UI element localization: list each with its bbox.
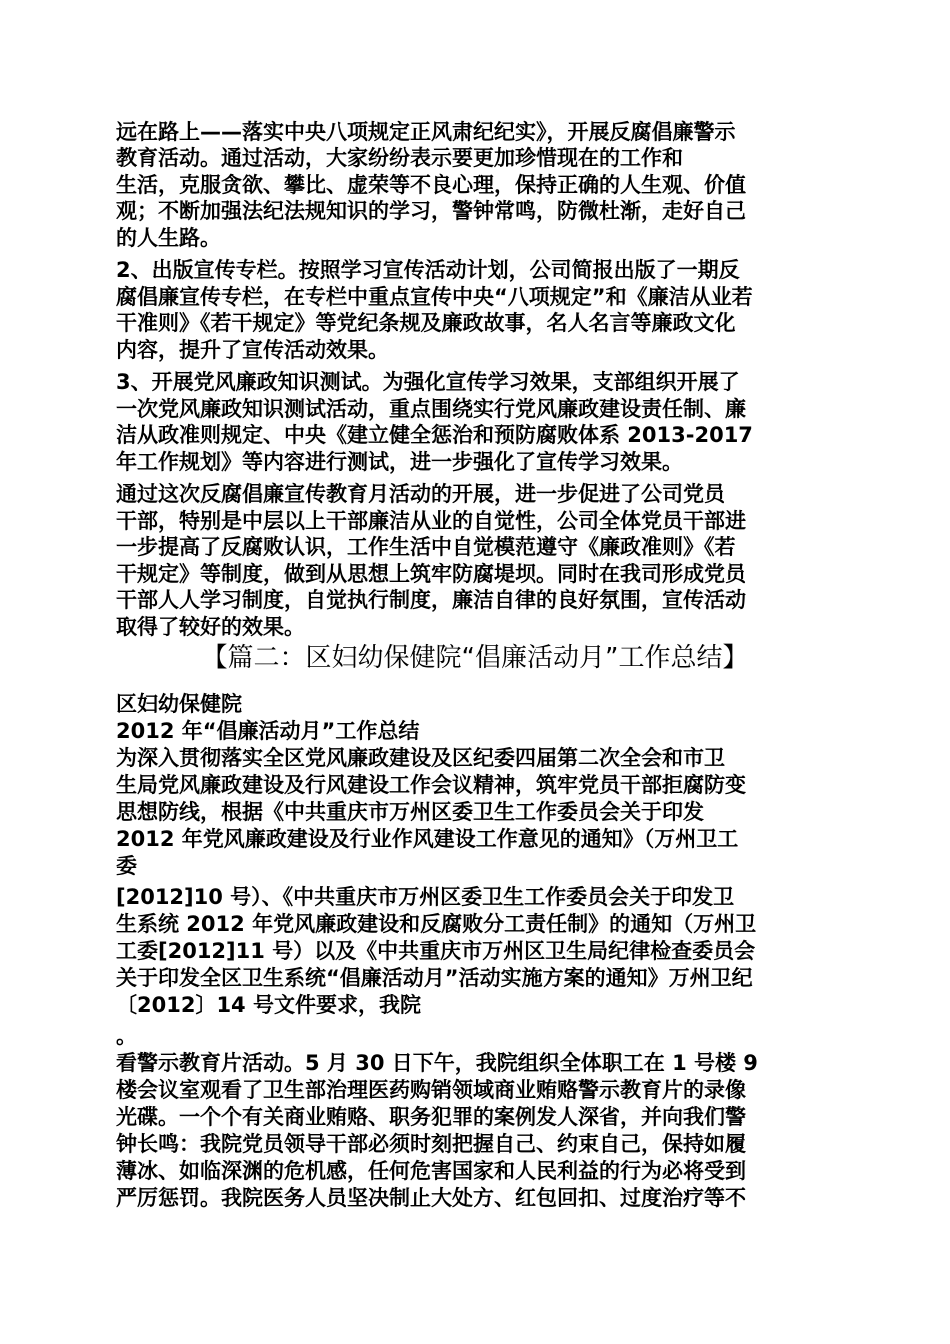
- paragraph-line: 看警示教育片活动。5 月 30 日下午，我院组织全体职工在 1 号楼 9: [116, 1051, 758, 1075]
- paragraph-line: 思想防线，根据《中共重庆市万州区委卫生工作委员会关于印发: [116, 800, 704, 824]
- paragraph-line: 薄冰、如临深渊的危机感，任何危害国家和人民利益的行为必将受到: [116, 1159, 746, 1183]
- paragraph-line: 一步提高了反腐败认识，工作生活中自觉模范遵守《廉政准则》《若: [116, 535, 736, 559]
- paragraph-line: 一次党风廉政知识测试活动，重点围绕实行党风廉政建设责任制、廉: [116, 397, 746, 421]
- paragraph-line: [2012]10 号）、《中共重庆市万州区委卫生工作委员会关于印发卫: [116, 885, 735, 909]
- paragraph-line: 2012 年党风廉政建设及行业作风建设工作意见的通知》（万州卫工: [116, 827, 739, 851]
- paragraph-line: 观；不断加强法纪法规知识的学习，警钟常鸣，防微杜渐，走好自己: [116, 199, 746, 223]
- paragraph-line: 委: [116, 854, 137, 878]
- paragraph-line: 光碟。一个个有关商业贿赂、职务犯罪的案例发人深省，并向我们警: [116, 1105, 746, 1129]
- paragraph-line: 生活，克服贪欲、攀比、虚荣等不良心理，保持正确的人生观、价值: [116, 173, 746, 197]
- paragraph-line: 干规定》等制度，做到从思想上筑牢防腐堤坝。同时在我司形成党员: [116, 562, 746, 586]
- paragraph-line: 楼会议室观看了卫生部治理医药购销领域商业贿赂警示教育片的录像: [116, 1078, 746, 1102]
- paragraph-line: 2012 年“倡廉活动月”工作总结: [116, 719, 420, 743]
- paragraph-line: 取得了较好的效果。: [116, 615, 305, 639]
- section-heading: 【篇二：区妇幼保健院“倡廉活动月”工作总结】: [201, 643, 749, 673]
- paragraph-line: 生局党风廉政建设及行风建设工作会议精神，筑牢党员干部拒腐防变: [116, 773, 746, 797]
- paragraph-line: 严厉惩罚。我院医务人员坚决制止大处方、红包回扣、过度治疗等不: [116, 1186, 746, 1210]
- paragraph-line: 教育活动。通过活动，大家纷纷表示要更加珍惜现在的工作和: [116, 146, 683, 170]
- paragraph-line: 内容，提升了宣传活动效果。: [116, 338, 389, 362]
- paragraph-line: 腐倡廉宣传专栏，在专栏中重点宣传中央“八项规定”和《廉洁从业若: [116, 285, 753, 309]
- paragraph-line: 干部，特别是中层以上干部廉洁从业的自觉性，公司全体党员干部进: [116, 509, 746, 533]
- paragraph-line: 远在路上——落实中央八项规定正风肃纪纪实》，开展反腐倡廉警示: [116, 120, 736, 144]
- paragraph-line: 。: [116, 1024, 137, 1048]
- paragraph-line: 的人生路。: [116, 226, 221, 250]
- paragraph-line: 洁从政准则规定、中央《建立健全惩治和预防腐败体系 2013-2017: [116, 423, 753, 447]
- paragraph-line: 为深入贯彻落实全区党风廉政建设及区纪委四届第二次全会和市卫: [116, 746, 725, 770]
- paragraph-line: 2、出版宣传专栏。按照学习宣传活动计划，公司简报出版了一期反: [116, 258, 740, 282]
- paragraph-line: 区妇幼保健院: [116, 692, 242, 716]
- paragraph-line: 干部人人学习制度，自觉执行制度，廉洁自律的良好氛围，宣传活动: [116, 588, 746, 612]
- paragraph-line: 钟长鸣：我院党员领导干部必须时刻把握自己、约束自己，保持如履: [116, 1132, 746, 1156]
- paragraph-line: 工委[2012]11 号）以及《中共重庆市万州区卫生局纪律检查委员会: [116, 939, 756, 963]
- paragraph-line: 生系统 2012 年党风廉政建设和反腐败分工责任制》的通知（万州卫: [116, 912, 757, 936]
- paragraph-line: 关于印发全区卫生系统“倡廉活动月”活动实施方案的通知》万州卫纪: [116, 966, 753, 990]
- paragraph-line: 〔2012〕14 号文件要求，我院: [116, 993, 421, 1017]
- paragraph-line: 通过这次反腐倡廉宣传教育月活动的开展，进一步促进了公司党员: [116, 482, 725, 506]
- paragraph-line: 3、开展党风廉政知识测试。为强化宣传学习效果，支部组织开展了: [116, 370, 740, 394]
- paragraph-line: 年工作规划》等内容进行测试，进一步强化了宣传学习效果。: [116, 450, 683, 474]
- paragraph-line: 干准则》《若干规定》等党纪条规及廉政故事，名人名言等廉政文化: [116, 311, 736, 335]
